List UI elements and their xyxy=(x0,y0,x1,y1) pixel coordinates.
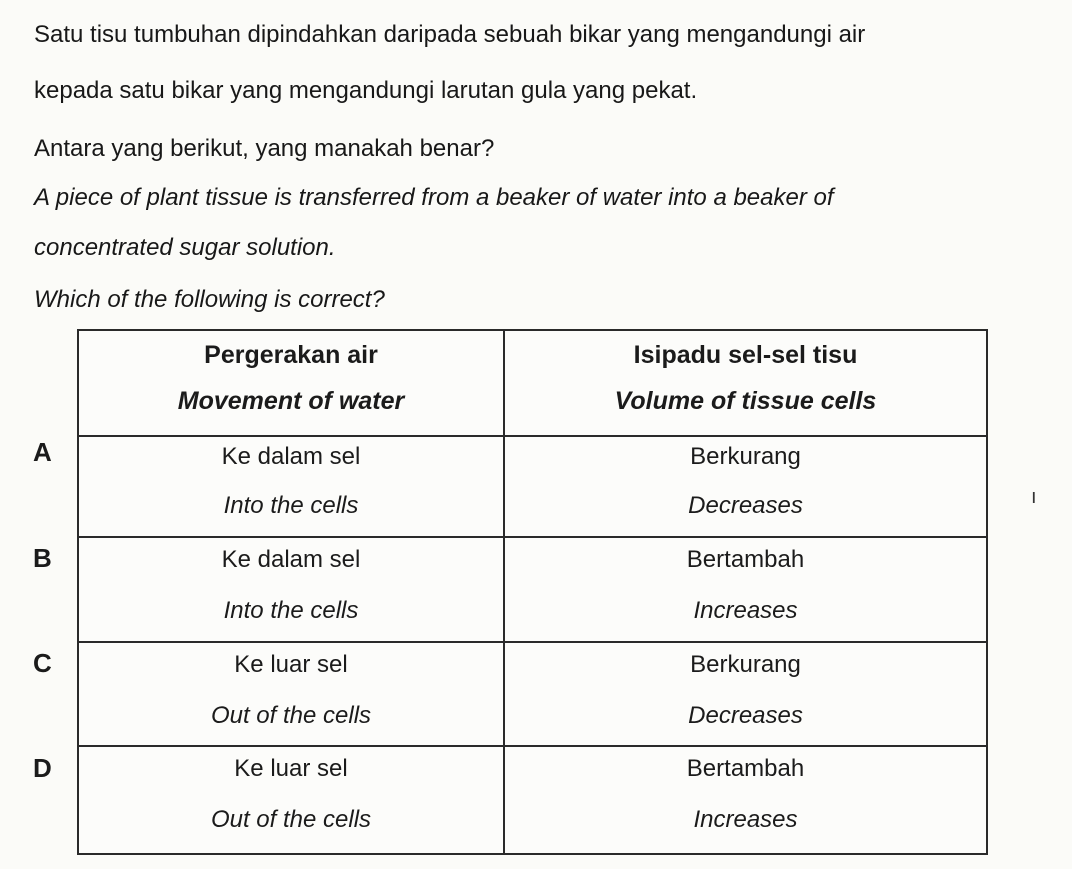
row-b-movement-english: Into the cells xyxy=(223,597,359,624)
row-d-movement-english: Out of the cells xyxy=(210,806,372,833)
row-a-volume-malay: Berkurang xyxy=(690,443,801,470)
margin-mark-icon: ı xyxy=(1031,486,1037,508)
row-c-volume-malay: Berkurang xyxy=(690,651,801,678)
row-b-movement-malay: Ke dalam sel xyxy=(221,546,361,573)
header-movement-malay: Pergerakan air xyxy=(204,341,378,369)
row-c-movement-malay: Ke luar sel xyxy=(234,651,348,678)
question-malay-line-2: kepada satu bikar yang mengandungi larutan gula yang pekat. xyxy=(34,77,698,104)
row-a-movement-english: Into the cells xyxy=(223,492,359,519)
question-english-prompt: Which of the following is correct? xyxy=(34,286,385,313)
option-label-d[interactable]: D xyxy=(33,753,52,783)
row-c-movement-english: Out of the cells xyxy=(210,702,372,729)
row-d-movement-malay: Ke luar sel xyxy=(234,755,348,782)
volume-column xyxy=(505,331,986,853)
question-malay-prompt: Antara yang berikut, yang manakah benar? xyxy=(34,135,495,162)
movement-column xyxy=(79,331,503,853)
option-label-a[interactable]: A xyxy=(33,437,52,467)
answer-table xyxy=(77,329,988,855)
row-a-movement-malay: Ke dalam sel xyxy=(221,443,361,470)
row-d-volume-english: Increases xyxy=(693,806,798,833)
header-movement-english: Movement of water xyxy=(177,387,405,415)
row-d-volume-malay: Bertambah xyxy=(686,755,805,782)
row-a-volume-english: Decreases xyxy=(688,492,803,519)
question-malay-line-1: Satu tisu tumbuhan dipindahkan daripada sebuah bikar yang mengandungi air xyxy=(34,21,866,48)
row-b-volume-malay: Bertambah xyxy=(686,546,805,573)
row-c-volume-english: Decreases xyxy=(688,702,803,729)
option-label-b[interactable]: B xyxy=(33,543,52,573)
header-volume-english: Volume of tissue cells xyxy=(614,387,877,415)
header-volume-malay: Isipadu sel-sel tisu xyxy=(633,341,858,369)
question-english-line-1: A piece of plant tissue is transferred from a beaker of water into a beaker of xyxy=(34,184,834,211)
row-b-volume-english: Increases xyxy=(693,597,798,624)
question-english-line-2: concentrated sugar solution. xyxy=(34,234,336,261)
option-label-c[interactable]: C xyxy=(33,648,52,678)
